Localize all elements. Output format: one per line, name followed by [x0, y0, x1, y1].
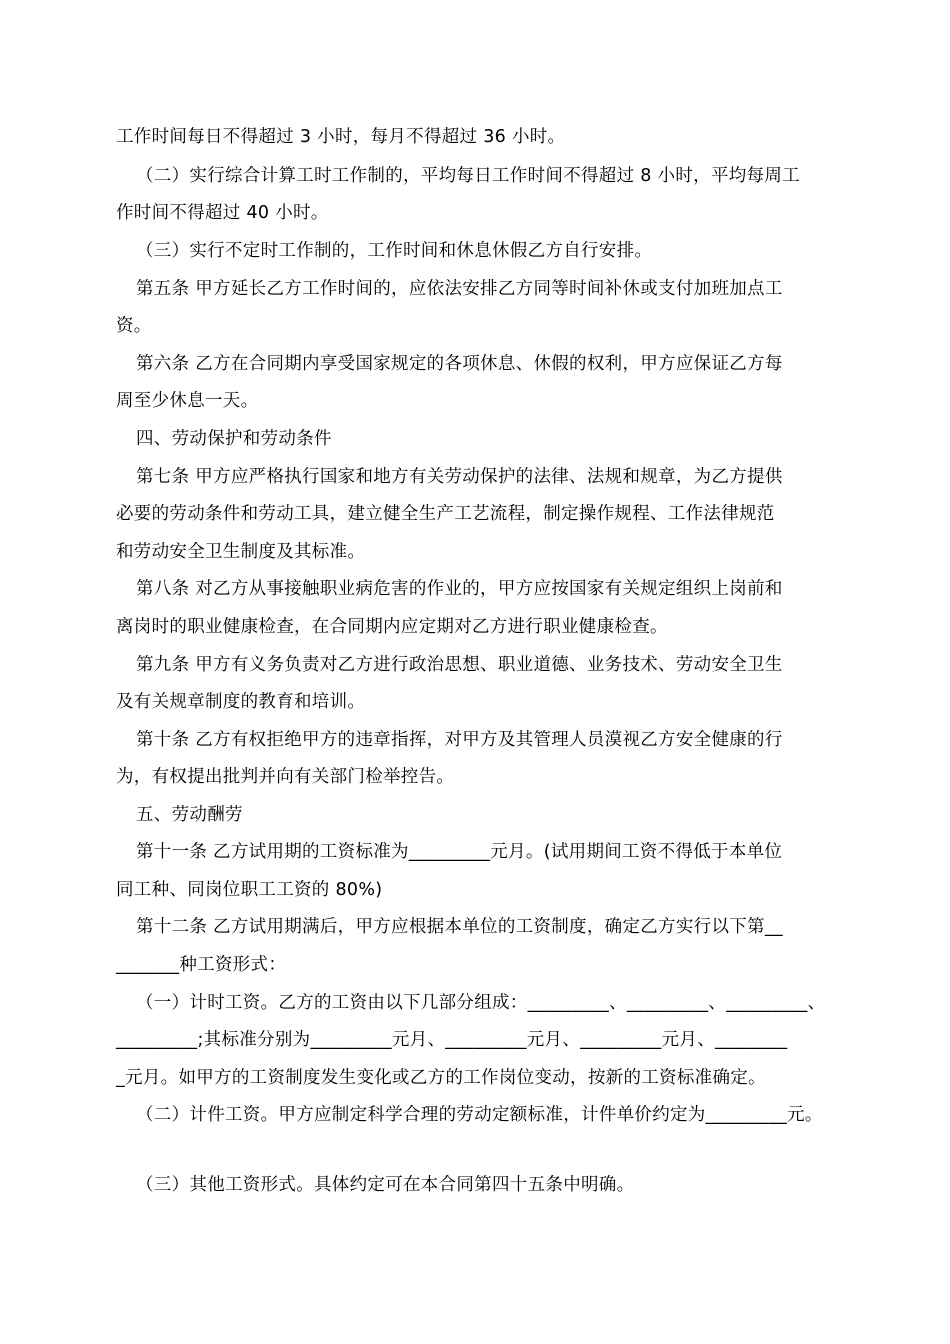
- text-line: 第八条 对乙方从事接触职业病危害的作业的，甲方应按国家有关规定组织上岗前和: [136, 579, 783, 599]
- text-line: （三）实行不定时工作制的，工作时间和休息休假乙方自行安排。: [136, 241, 653, 261]
- text-line: 第十一条 乙方试用期的工资标准为_________元月。(试用期间工资不得低于本单位: [136, 842, 783, 862]
- section-heading: 四、劳动保护和劳动条件: [136, 429, 332, 449]
- section-heading: 五、劳动酬劳: [136, 805, 243, 825]
- text-line: 作时间不得超过 40 小时。: [116, 203, 329, 223]
- text-line: _元月。如甲方的工资制度发生变化或乙方的工作岗位变动，按新的工资标准确定。: [116, 1068, 766, 1088]
- text-line: 第十二条 乙方试用期满后，甲方应根据本单位的工资制度，确定乙方实行以下第__: [136, 917, 783, 937]
- text-line: 为，有权提出批判并向有关部门检举控告。: [116, 767, 455, 787]
- text-line: 和劳动安全卫生制度及其标准。: [116, 542, 366, 562]
- text-line: 必要的劳动条件和劳动工具，建立健全生产工艺流程，制定操作规程、工作法律规范: [116, 504, 775, 524]
- text-line: （一）计时工资。乙方的工资由以下几部分组成：_________、_________、_________、: [136, 993, 826, 1013]
- text-line: 第六条 乙方在合同期内享受国家规定的各项休息、休假的权利，甲方应保证乙方每: [136, 354, 783, 374]
- text-line: 周至少休息一天。: [116, 391, 259, 411]
- text-line: （二）计件工资。甲方应制定科学合理的劳动定额标准，计件单价约定为_________元。: [136, 1105, 823, 1125]
- text-line: _________;其标准分别为_________元月、_________元月、_________元月、________: [116, 1030, 788, 1050]
- text-line: 第九条 甲方有义务负责对乙方进行政治思想、职业道德、业务技术、劳动安全卫生: [136, 655, 783, 675]
- text-line: （二）实行综合计算工时工作制的，平均每日工作时间不得超过 8 小时，平均每周工: [136, 166, 800, 186]
- text-line: _______种工资形式：: [116, 955, 287, 975]
- text-line: 资。: [116, 316, 152, 336]
- text-line: 工作时间每日不得超过 3 小时，每月不得超过 36 小时。: [116, 127, 566, 147]
- text-line: 离岗时的职业健康检查，在合同期内应定期对乙方进行职业健康检查。: [116, 617, 668, 637]
- text-line: 第十条 乙方有权拒绝甲方的违章指挥，对甲方及其管理人员漠视乙方安全健康的行: [136, 730, 783, 750]
- text-line: 及有关规章制度的教育和培训。: [116, 692, 366, 712]
- text-line: （三）其他工资形式。具体约定可在本合同第四十五条中明确。: [136, 1175, 635, 1195]
- text-line: 第五条 甲方延长乙方工作时间的，应依法安排乙方同等时间补休或支付加班加点工: [136, 279, 783, 299]
- text-line: 第七条 甲方应严格执行国家和地方有关劳动保护的法律、法规和规章，为乙方提供: [136, 467, 783, 487]
- text-line: 同工种、同岗位职工工资的 80%): [116, 880, 383, 900]
